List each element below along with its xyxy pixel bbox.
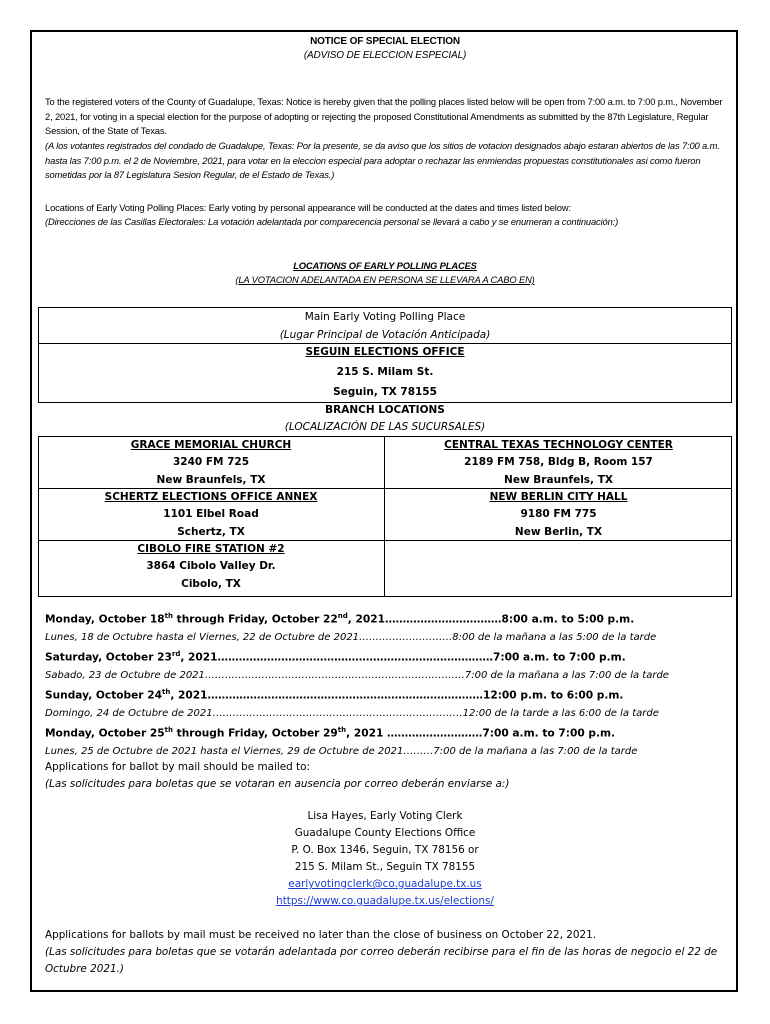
clerk-email-link[interactable]: earlyvotingclerk@co.guadalupe.tx.us xyxy=(288,878,482,890)
branch-city: New Braunfels, TX xyxy=(504,473,613,486)
branch-street: 3864 Cibolo Valley Dr. xyxy=(146,560,276,573)
deadline-en: Applications for ballots by mail must be received no later than the close of business on October 22, 2021. xyxy=(45,929,597,941)
elections-website-link[interactable]: https://www.co.guadalupe.tx.us/elections/ xyxy=(276,895,494,907)
branch-location xyxy=(38,437,384,489)
notice-title-es: (ADVISO DE ELECCION ESPECIAL) xyxy=(303,50,467,61)
mail-instructions: Applications for ballot by mail should be mailed to: xyxy=(45,761,310,773)
early-voting-schedule xyxy=(45,608,730,760)
main-place-street: 215 S. Milam St. xyxy=(336,366,434,378)
branch-name: GRACE MEMORIAL CHURCH xyxy=(130,439,292,451)
locations-heading: LOCATIONS OF EARLY POLLING PLACES xyxy=(293,260,477,271)
branch-name: CENTRAL TEXAS TECHNOLOGY CENTER xyxy=(444,439,673,451)
mail-instructions-es: (Las solicitudes para boletas que se votaran en ausencia por correo deberán enviarse a:) xyxy=(45,778,510,790)
deadline-es: (Las solicitudes para boletas que se votarán adelantada por correo deberán recibirse para el fin de las horas de negocio el 22 de Octubre 2021.) xyxy=(45,946,718,975)
schedule-line-es: Domingo, 24 de Octubre de 2021…………………………………………………………………12:00 de la tarde a las 6:00 de la tarde xyxy=(45,707,659,719)
branch-city: New Braunfels, TX xyxy=(156,473,266,486)
clerk-pobox: P. O. Box 1346, Seguin, TX 78156 or xyxy=(291,844,479,856)
branch-name: NEW BERLIN CITY HALL xyxy=(489,491,628,503)
early-voting-en: Locations of Early Voting Polling Places: Early voting by personal appearance will be conducted at the dates and times listed below: xyxy=(45,202,571,213)
branch-location xyxy=(385,437,732,489)
main-place-title-es: (Lugar Principal de Votación Anticipada) xyxy=(279,329,491,341)
intro-en: To the registered voters of the County of Guadalupe, Texas: Notice is hereby given that the polling places listed below will be open from 7:00 a.m. to 7:00 p.m., November 2, 2021, for voting in a special election for the purpose of adopting or rejecting the proposed Constitutional Amendments as submitted by the 87th Legislature, Regular Session, of the State of Texas. xyxy=(45,96,723,136)
branch-street: 2189 FM 758, Bldg B, Room 157 xyxy=(464,456,653,469)
notice-title: NOTICE OF SPECIAL ELECTION xyxy=(310,36,460,47)
branch-street: 3240 FM 725 xyxy=(172,456,250,469)
branch-name: SCHERTZ ELECTIONS OFFICE ANNEX xyxy=(104,491,318,503)
branch-title-es: (LOCALIZACIÓN DE LAS SUCURSALES) xyxy=(284,421,486,433)
branch-street: 1101 Elbel Road xyxy=(163,508,259,521)
clerk-name: Lisa Hayes, Early Voting Clerk xyxy=(307,810,463,822)
branch-city: Schertz, TX xyxy=(177,525,245,538)
main-place-city: Seguin, TX 78155 xyxy=(333,386,437,398)
branch-location xyxy=(38,541,384,593)
locations-heading-es: (LA VOTACION ADELANTADA EN PERSONA SE LLEVARA A CABO EN) xyxy=(235,274,535,285)
clerk-office: Guadalupe County Elections Office xyxy=(294,827,476,839)
schedule-line-en: Monday, October 18th through Friday, October 22nd, 2021……………………………8:00 a.m. to 5:00 p.m. xyxy=(45,612,635,626)
schedule-line-en: Saturday, October 23rd, 2021……………………………………………………………………7:00 a.m. to 7:00 p.m. xyxy=(45,649,626,664)
clerk-street: 215 S. Milam St., Seguin TX 78155 xyxy=(294,861,476,873)
main-place-title: Main Early Voting Polling Place xyxy=(304,311,466,323)
branch-title: BRANCH LOCATIONS xyxy=(325,404,445,416)
schedule-line-es: Lunes, 25 de Octubre de 2021 hasta el Viernes, 29 de Octubre de 2021………7:00 de la mañana a las 7:00 de la tarde xyxy=(45,745,638,757)
early-voting-es: (Direcciones de las Casillas Electorales: La votación adelantada por comparecencia personal se llevará a cabo y se enumeran a continuación:) xyxy=(45,216,619,227)
branch-name: CIBOLO FIRE STATION #2 xyxy=(137,543,285,555)
branch-location xyxy=(38,489,384,541)
schedule-line-en: Sunday, October 24th, 2021……………………………………………………………………12:00 p.m. to 6:00 p.m. xyxy=(45,687,624,702)
clerk-address-block xyxy=(38,808,732,910)
schedule-line-es: Lunes, 18 de Octubre hasta el Viernes, 22 de Octubre de 2021……………………….8:00 de la mañana a las 5:00 de la tarde xyxy=(45,631,657,643)
branch-location xyxy=(385,489,732,541)
intro-es: (A los votantes registrados del condado de Guadalupe, Texas: Por la presente, se da aviso que los sitios de votacion designados abajo estaran abiertos de las 7:00 a.m. hasta las 7:00 p.m. el 2 de Noviembre, 2021, para votar en la eleccion especial para adoptar o rechazar las enmiendas propuestas constitutionales asi como fueron sometidas por la 87 Legislatura Sesion Regular, de el Estado de Texas.) xyxy=(45,140,720,180)
main-place-name: SEGUIN ELECTIONS OFFICE xyxy=(305,346,465,358)
branch-city: New Berlin, TX xyxy=(514,525,603,538)
schedule-line-es: Sabado, 23 de Octubre de 2021……………………………………………………………………7:00 de la mañana a las 7:00 de la tarde xyxy=(45,669,669,681)
branch-street: 9180 FM 775 xyxy=(520,508,597,521)
schedule-line-en: Monday, October 25th through Friday, October 29th, 2021 ………………………7:00 a.m. to 7:00 p.m. xyxy=(45,725,616,740)
branch-city: Cibolo, TX xyxy=(181,577,241,590)
